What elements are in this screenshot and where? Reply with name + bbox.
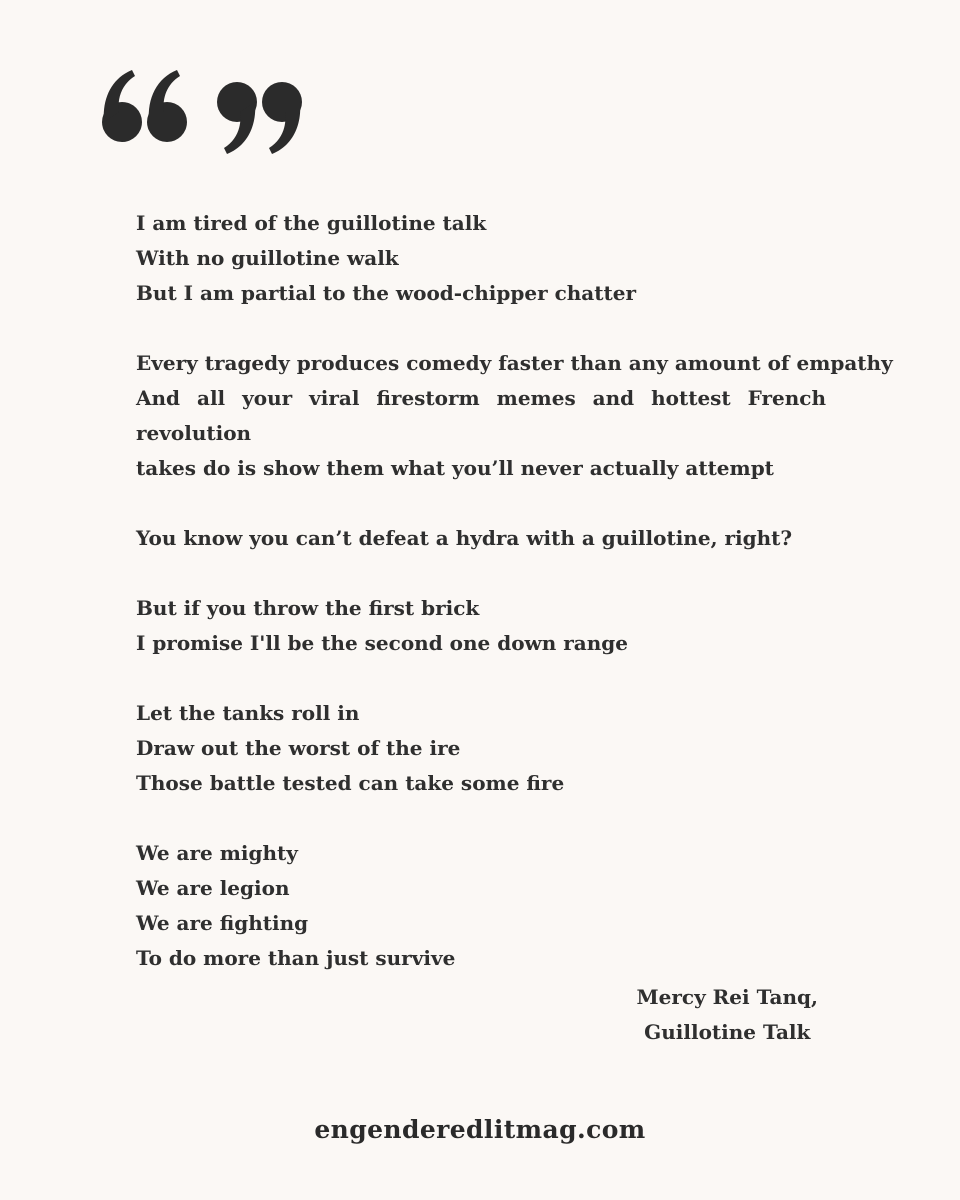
quotation-marks-icon [90,40,310,170]
stanza [136,206,826,311]
poem-line: And all your viral firestorm memes and hottest French revolution [136,386,826,445]
author-name: Mercy Rei Tanq, [636,985,818,1009]
stanza [136,591,826,661]
poem-line: We are legion [136,876,290,900]
attribution [637,980,818,1050]
poem-line: Let the tanks roll in [136,701,360,725]
poem-line: You know you can’t defeat a hydra with a guillotine, right? [136,526,793,550]
stanza [136,346,893,486]
stanza [136,696,826,801]
poem-line: I promise I'll be the second one down range [136,631,629,655]
poem-line: Those battle tested can take some fire [136,771,565,795]
poem-line: But if you throw the first brick [136,596,480,620]
poem-line: We are fighting [136,911,309,935]
stanza [136,521,826,556]
poem-body [136,206,893,976]
website-url: engenderedlitmag.com [314,1115,646,1144]
poem-line: Draw out the worst of the ire [136,736,461,760]
poem-line: I am tired of the guillotine talk [136,211,487,235]
stanza [136,836,826,976]
poem-line: With no guillotine walk [136,246,399,270]
poem-title: Guillotine Talk [644,1020,811,1044]
poem-line: But I am partial to the wood-chipper chatter [136,281,636,305]
poem-line: To do more than just survive [136,946,456,970]
poem-line: Every tragedy produces comedy faster than any amount of empathy [136,351,893,375]
poem-line: takes do is show them what you’ll never actually attempt [136,456,774,480]
poem-line: We are mighty [136,841,298,865]
